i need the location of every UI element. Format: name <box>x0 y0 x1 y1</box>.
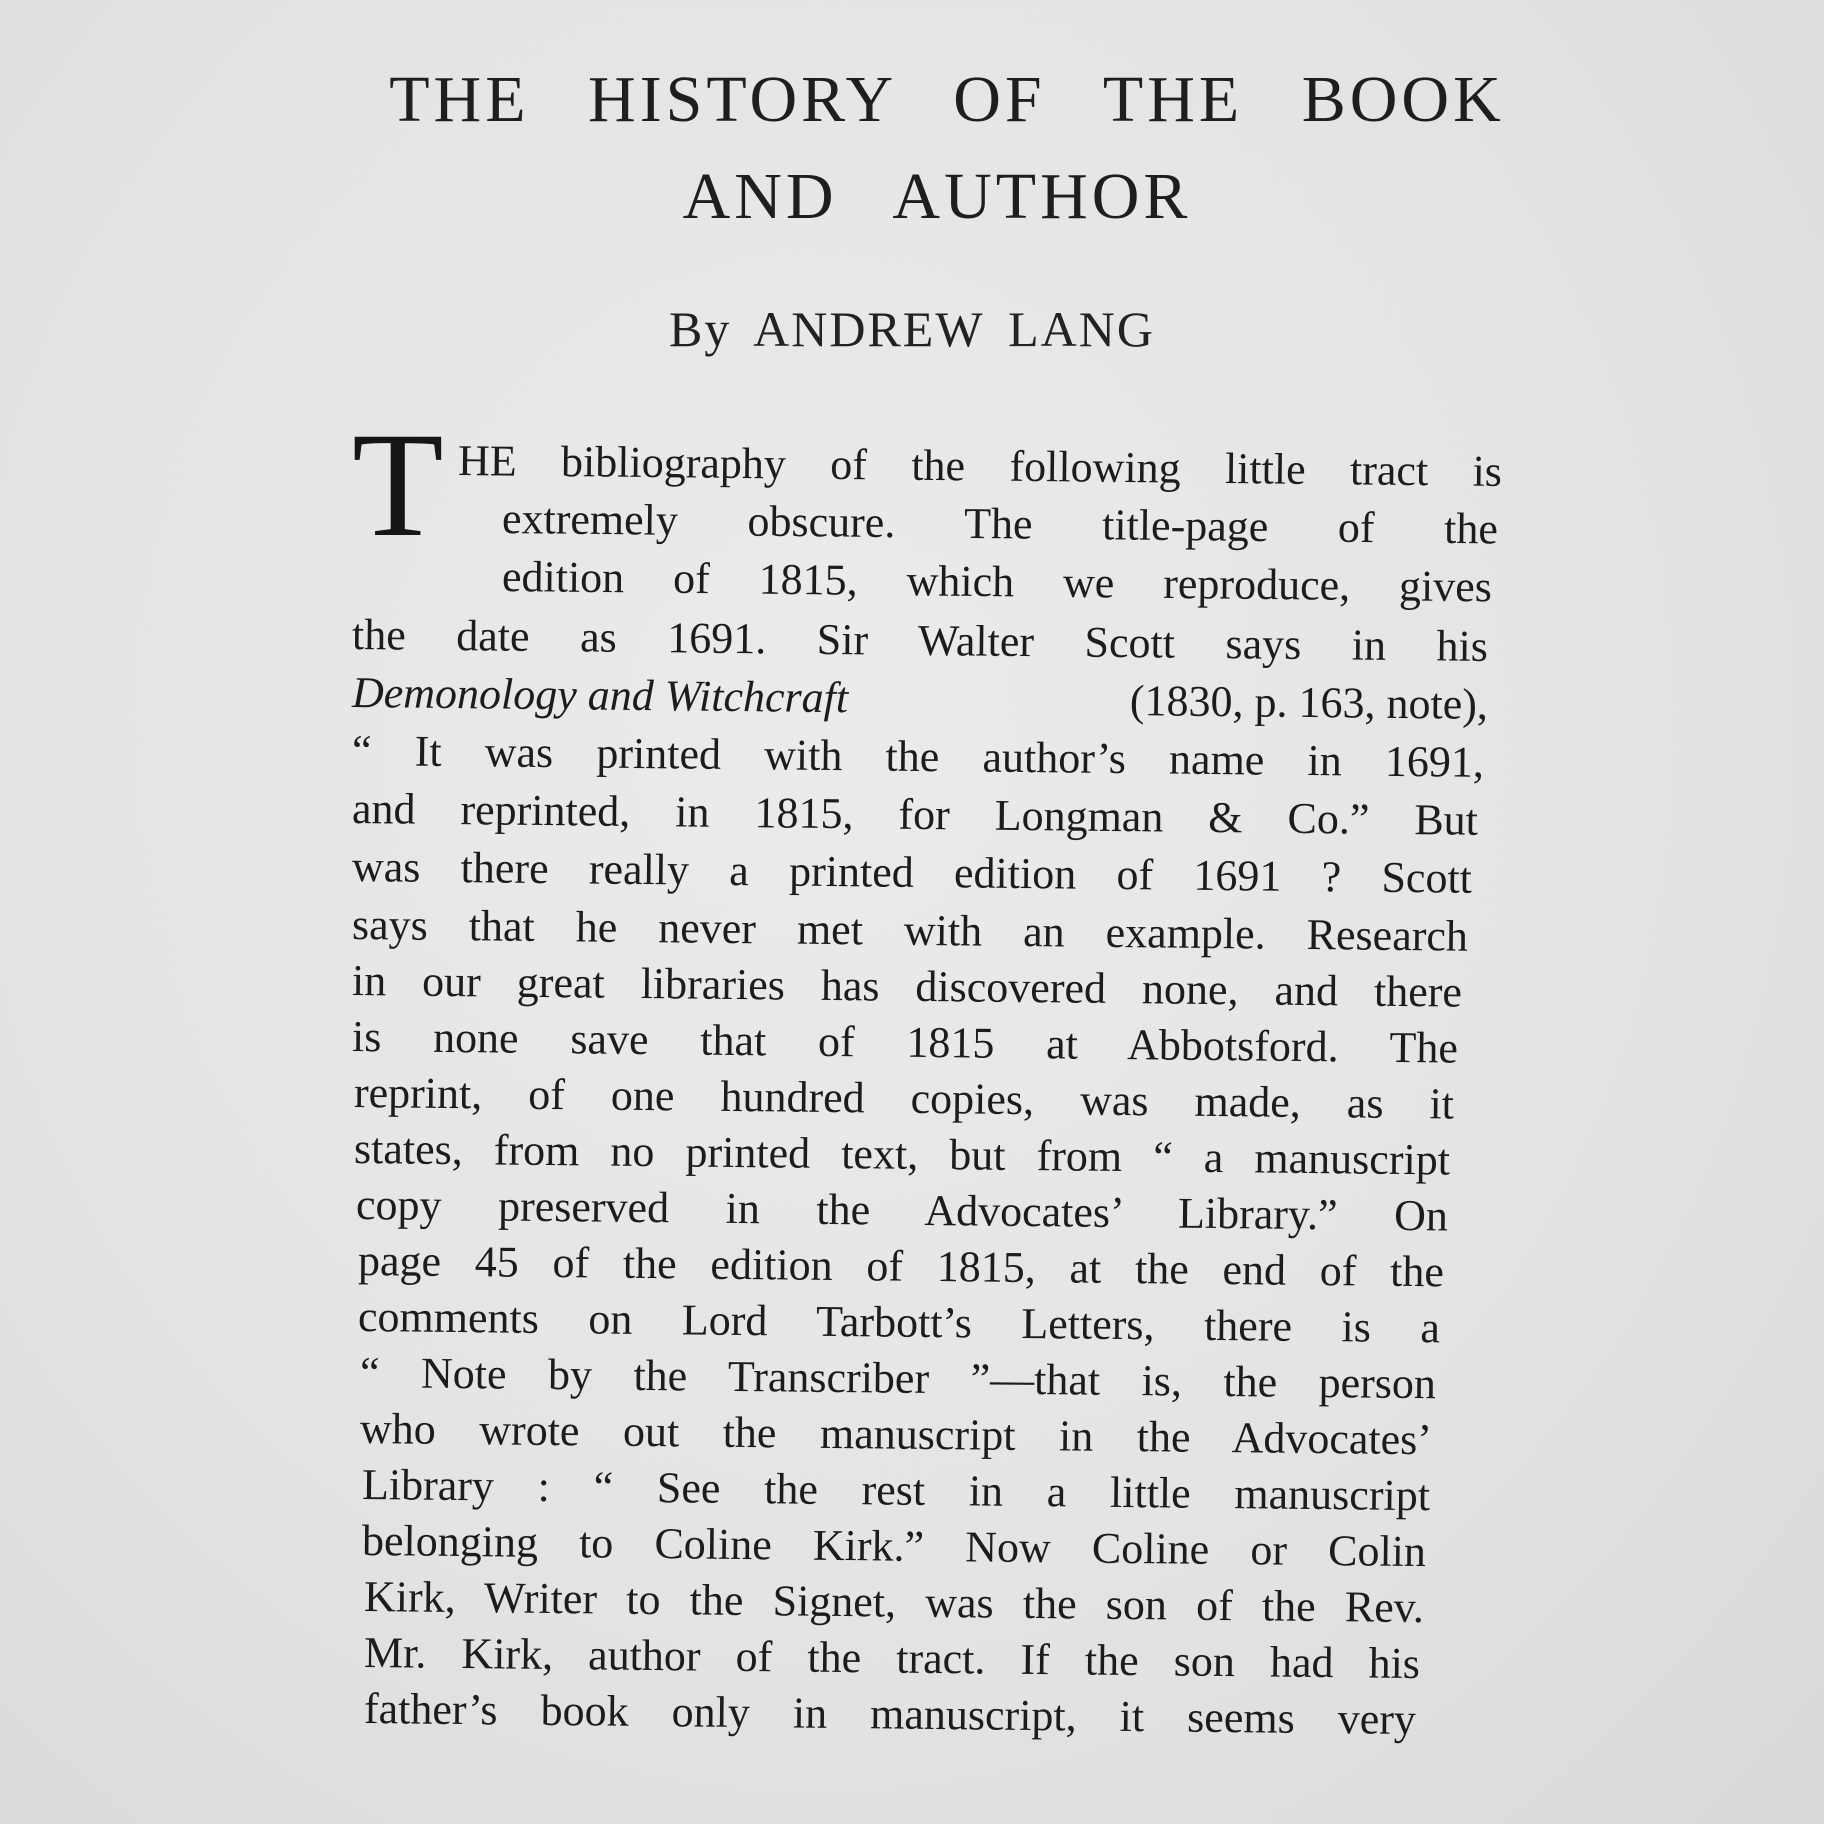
text-line <box>352 668 1488 730</box>
text-line: states, from no printed text, but from “ a manuscript <box>353 1124 1451 1185</box>
text-line: says that he never met with an example. Research <box>351 900 1469 961</box>
text-line: was there really a printed edition of 1691 ? Scott <box>351 842 1473 903</box>
text-line: HE bibliography of the following little tract is <box>457 436 1503 496</box>
text-line: in our great libraries has discovered none, and there <box>351 956 1463 1017</box>
text-line: is none save that of 1815 at Abbotsford. The <box>351 1012 1459 1073</box>
text-line: and reprinted, in 1815, for Longman & Co.” But <box>351 784 1479 845</box>
text-line: comments on Lord Tarbott’s Letters, there is a <box>357 1292 1441 1353</box>
text-line: extremely obscure. The title-page of the <box>501 494 1499 554</box>
page-title-line-1: THE HISTORY OF THE BOOK <box>389 63 1505 136</box>
text-line: belonging to Coline Kirk.” Now Coline or Colin <box>361 1516 1427 1577</box>
text-line: “ Note by the Transcriber ”—that is, the person <box>359 1348 1437 1409</box>
text-line: page 45 of the edition of 1815, at the end of the <box>357 1236 1445 1297</box>
text-line: “ It was printed with the author’s name in 1691, <box>351 726 1485 787</box>
book-title-italic: Demonology and Witchcraft <box>351 668 849 723</box>
drop-cap-letter: T <box>352 402 444 568</box>
text-line: Mr. Kirk, author of the tract. If the son had his <box>363 1628 1421 1689</box>
text-line: reprint, of one hundred copies, was made, as it <box>353 1068 1455 1129</box>
text-line: copy preserved in the Advocates’ Library.” On <box>355 1180 1449 1241</box>
page-title-line-2: AND AUTHOR <box>682 160 1192 233</box>
text-line: father’s book only in manuscript, it seems very <box>363 1684 1417 1745</box>
citation-text: (1830, p. 163, note), <box>1129 676 1489 729</box>
text-line: Library : “ See the rest in a little manuscript <box>361 1460 1431 1521</box>
text-line: Kirk, Writer to the Signet, was the son of the Rev. <box>363 1572 1425 1633</box>
text-line: the date as 1691. Sir Walter Scott says in his <box>351 610 1489 671</box>
text-line: edition of 1815, which we reproduce, gives <box>501 552 1493 612</box>
author-byline: By ANDREW LANG <box>669 301 1155 357</box>
text-line: who wrote out the manuscript in the Advocates’ <box>359 1404 1433 1465</box>
